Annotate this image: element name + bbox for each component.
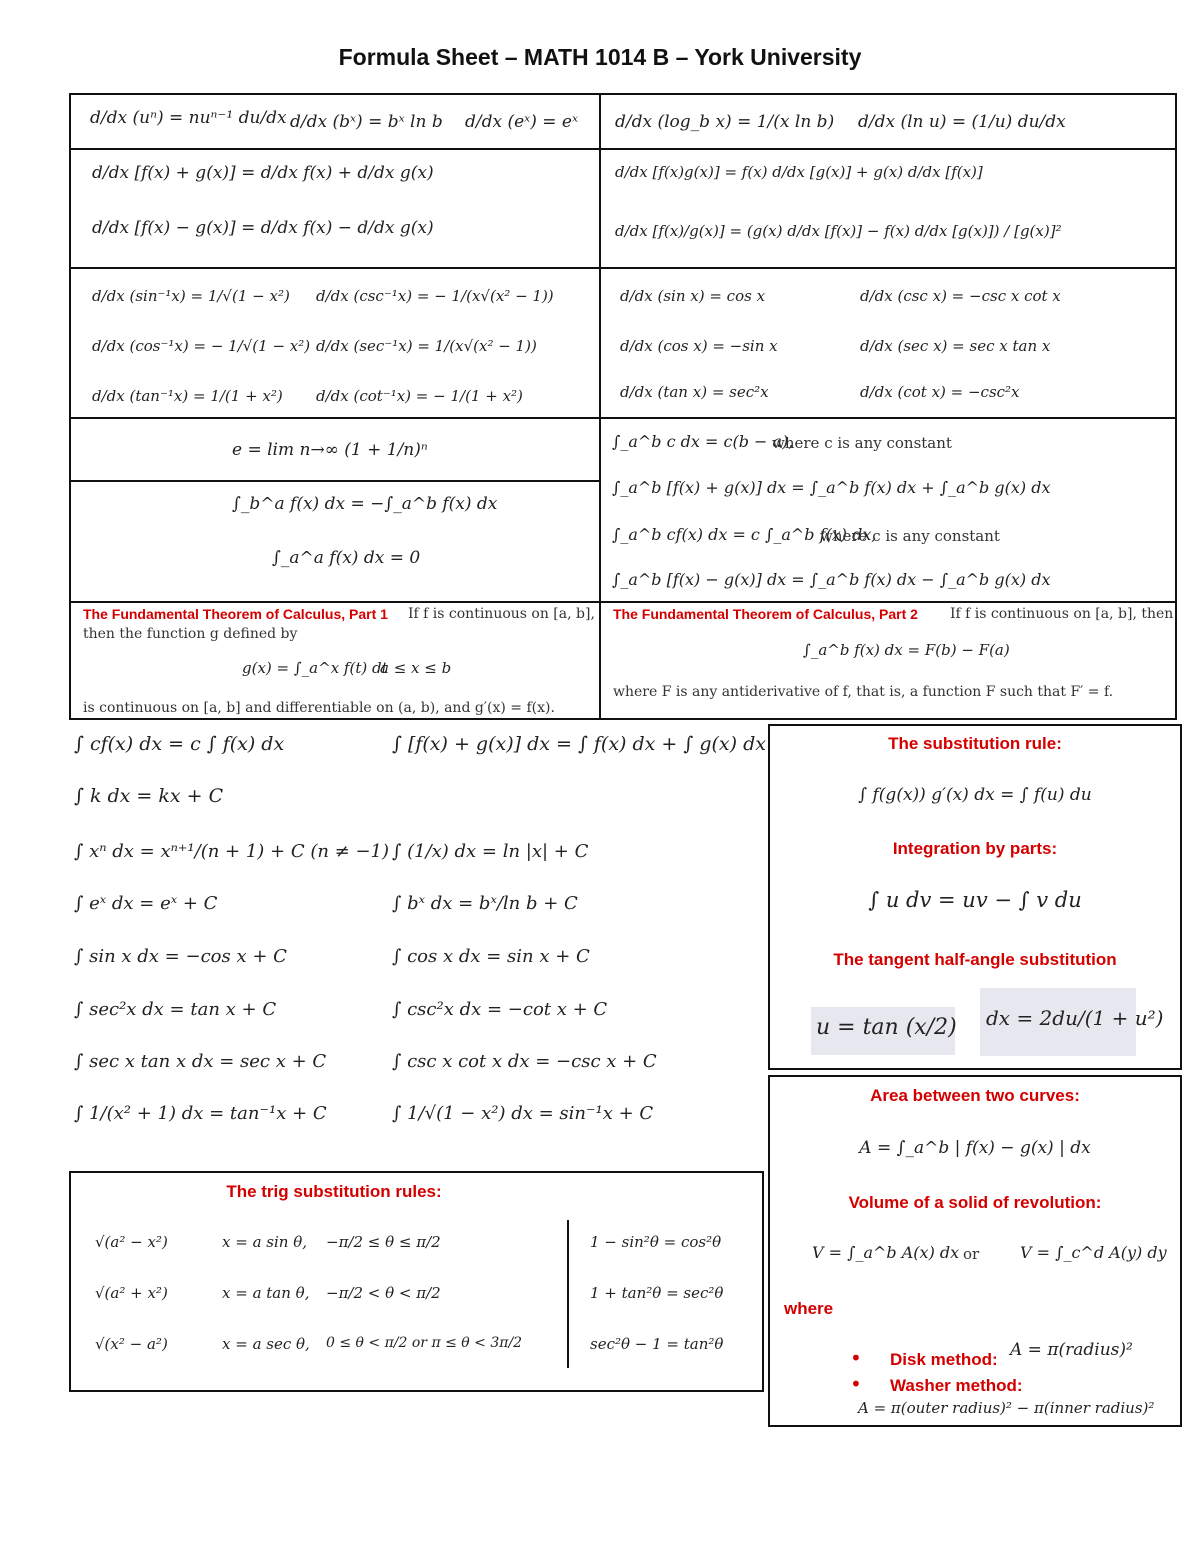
sin-derivative: d/dx (sin x) = cos x <box>620 287 766 305</box>
area-formula: A = ∫_a^b | f(x) − g(x) | dx <box>859 1138 1091 1158</box>
quotient-rule-derivative: d/dx [f(x)/g(x)] = (g(x) d/dx [f(x)] − f(x) d/dx [g(x)]) / [g(x)]² <box>615 222 1062 240</box>
page-title: Formula Sheet – MATH 1014 B – York University <box>338 44 862 70</box>
sec-derivative: d/dx (sec x) = sec x tan x <box>860 337 1051 355</box>
volume-heading: Volume of a solid of revolution: <box>848 1193 1102 1212</box>
trig-row-1-expression: √(a² − x²) <box>95 1233 168 1251</box>
trig-row-2-range: −π/2 < θ < π/2 <box>326 1284 441 1302</box>
arccot-derivative: d/dx (cot⁻¹x) = − 1/(1 + x²) <box>316 387 523 405</box>
trig-identity-divider <box>567 1220 569 1368</box>
half-angle-dx-formula: dx = 2du/(1 + u²) <box>986 1006 1164 1030</box>
constant-definite-integral: ∫_a^b c dx = c(b − a), <box>612 432 794 451</box>
half-angle-u-formula: u = tan (x/2) <box>816 1015 957 1040</box>
grid-divider-row3 <box>69 417 1177 419</box>
bullet-washer: • <box>850 1372 862 1396</box>
sum-integral: ∫ [f(x) + g(x)] dx = ∫ f(x) dx + ∫ g(x) dx <box>392 733 766 755</box>
substitution-formula: ∫ f(g(x)) g′(x) dx = ∫ f(u) du <box>858 785 1092 805</box>
trig-row-3-substitution: x = a sec θ, <box>222 1335 310 1353</box>
trig-substitution-box <box>69 1171 764 1392</box>
csc-derivative: d/dx (csc x) = −csc x cot x <box>860 287 1061 305</box>
cot-derivative: d/dx (cot x) = −csc²x <box>860 383 1020 401</box>
ftc2-formula: ∫_a^b f(x) dx = F(b) − F(a) <box>803 641 1010 659</box>
power-integral: ∫ xⁿ dx = xⁿ⁺¹/(n + 1) + C (n ≠ −1) <box>74 841 390 862</box>
trig-substitution-heading: The trig substitution rules: <box>226 1182 442 1201</box>
reciprocal-integral: ∫ (1/x) dx = ln |x| + C <box>392 841 589 862</box>
sin-integral: ∫ sin x dx = −cos x + C <box>74 946 287 967</box>
log-b-derivative: d/dx (log_b x) = 1/(x ln b) <box>615 112 835 132</box>
volume-x-formula: V = ∫_a^b A(x) dx <box>812 1243 960 1262</box>
half-angle-heading: The tangent half-angle substitution <box>833 950 1117 969</box>
reverse-limits-integral: ∫_b^a f(x) dx = −∫_a^b f(x) dx <box>232 494 498 514</box>
washer-method-label: Washer method: <box>890 1376 1023 1395</box>
arccsc-derivative: d/dx (csc⁻¹x) = − 1/(x√(x² − 1)) <box>316 287 554 305</box>
ftc1-text2: then the function g defined by <box>83 626 298 642</box>
csc2-integral: ∫ csc²x dx = −cot x + C <box>392 999 608 1020</box>
sum-definite-integral: ∫_a^b [f(x) + g(x)] dx = ∫_a^b f(x) dx + ∫_a^b g(x) dx <box>612 478 1051 497</box>
exp-e-derivative: d/dx (eˣ) = eˣ <box>465 112 578 132</box>
trig-row-2-expression: √(a² + x²) <box>95 1284 168 1302</box>
ftc1-heading: The Fundamental Theorem of Calculus, Part 1 <box>83 606 388 622</box>
arcsin-derivative: d/dx (sin⁻¹x) = 1/√(1 − x²) <box>92 287 290 305</box>
multiple-definite-integral: ∫_a^b cf(x) dx = c ∫_a^b f(x) dx, <box>612 525 877 544</box>
ftc1-formula: g(x) = ∫_a^x f(t) dt <box>242 659 388 677</box>
grid-divider-vertical <box>599 93 601 720</box>
integration-by-parts-formula: ∫ u dv = uv − ∫ v du <box>868 888 1082 912</box>
arctan-derivative: d/dx (tan⁻¹x) = 1/(1 + x²) <box>92 387 283 405</box>
exp-e-integral: ∫ eˣ dx = eˣ + C <box>74 893 218 914</box>
trig-row-1-substitution: x = a sin θ, <box>222 1233 307 1251</box>
cos-integral: ∫ cos x dx = sin x + C <box>392 946 590 967</box>
power-rule-derivative: d/dx (uⁿ) = nuⁿ⁻¹ du/dx <box>90 108 287 128</box>
exp-b-derivative: d/dx (bˣ) = bˣ ln b <box>290 112 443 132</box>
ftc2-text1: If f is continuous on [a, b], then <box>950 606 1174 622</box>
grid-divider-row2 <box>69 267 1177 269</box>
ln-derivative: d/dx (ln u) = (1/u) du/dx <box>858 112 1066 132</box>
trig-row-1-range: −π/2 ≤ θ ≤ π/2 <box>326 1233 441 1251</box>
disk-method-formula: A = π(radius)² <box>1010 1340 1133 1360</box>
volume-or: or <box>963 1245 980 1263</box>
limit-definition-e: e = lim n→∞ (1 + 1/n)ⁿ <box>232 440 428 460</box>
tan-derivative: d/dx (tan x) = sec²x <box>620 383 769 401</box>
grid-divider-ftc <box>69 601 1177 603</box>
ftc1-text1: If f is continuous on [a, b], <box>408 606 595 622</box>
exp-b-integral: ∫ bˣ dx = bˣ/ln b + C <box>392 893 578 914</box>
sec2-integral: ∫ sec²x dx = tan x + C <box>74 999 277 1020</box>
integration-by-parts-heading: Integration by parts: <box>892 839 1058 858</box>
arccos-derivative: d/dx (cos⁻¹x) = − 1/√(1 − x²) <box>92 337 311 355</box>
trig-row-2-substitution: x = a tan θ, <box>222 1284 310 1302</box>
ftc2-text2: where F is any antiderivative of f, that is, a function F such that F′ = f. <box>613 684 1114 700</box>
arcsec-derivative: d/dx (sec⁻¹x) = 1/(x√(x² − 1)) <box>316 337 537 355</box>
difference-rule-derivative: d/dx [f(x) − g(x)] = d/dx f(x) − d/dx g(x) <box>92 218 434 238</box>
trig-row-3-identity: sec²θ − 1 = tan²θ <box>590 1335 724 1353</box>
csccot-integral: ∫ csc x cot x dx = −csc x + C <box>392 1051 657 1072</box>
cos-derivative: d/dx (cos x) = −sin x <box>620 337 778 355</box>
arcsin-integral: ∫ 1/√(1 − x²) dx = sin⁻¹x + C <box>392 1103 654 1124</box>
washer-method-formula: A = π(outer radius)² − π(inner radius)² <box>858 1399 1155 1417</box>
multiple-note: where c is any constant <box>820 527 1000 545</box>
trig-row-2-identity: 1 + tan²θ = sec²θ <box>590 1284 724 1302</box>
ftc2-heading: The Fundamental Theorem of Calculus, Part 2 <box>613 606 918 622</box>
grid-divider-limit <box>69 480 599 482</box>
const-multiple-integral: ∫ cf(x) dx = c ∫ f(x) dx <box>74 733 285 755</box>
difference-definite-integral: ∫_a^b [f(x) − g(x)] dx = ∫_a^b f(x) dx − ∫_a^b g(x) dx <box>612 570 1051 589</box>
sectan-integral: ∫ sec x tan x dx = sec x + C <box>74 1051 327 1072</box>
trig-row-1-identity: 1 − sin²θ = cos²θ <box>590 1233 722 1251</box>
where-label: where <box>784 1299 834 1318</box>
ftc1-text3: is continuous on [a, b] and differentiable on (a, b), and g′(x) = f(x). <box>83 700 555 716</box>
constant-note: where c is any constant <box>772 434 952 452</box>
constant-integral: ∫ k dx = kx + C <box>74 785 224 807</box>
zero-width-integral: ∫_a^a f(x) dx = 0 <box>272 548 421 568</box>
sum-rule-derivative: d/dx [f(x) + g(x)] = d/dx f(x) + d/dx g(x) <box>92 163 434 183</box>
arctan-integral: ∫ 1/(x² + 1) dx = tan⁻¹x + C <box>74 1103 327 1124</box>
grid-divider-row1 <box>69 148 1177 150</box>
volume-y-formula: V = ∫_c^d A(y) dy <box>1020 1243 1167 1262</box>
bullet-disk: • <box>850 1346 862 1370</box>
trig-row-3-range: 0 ≤ θ < π/2 or π ≤ θ < 3π/2 <box>326 1335 523 1351</box>
substitution-heading: The substitution rule: <box>888 734 1062 753</box>
disk-method-label: Disk method: <box>890 1350 998 1369</box>
ftc1-range: a ≤ x ≤ b <box>380 659 452 677</box>
trig-row-3-expression: √(x² − a²) <box>95 1335 168 1353</box>
area-heading: Area between two curves: <box>870 1086 1080 1105</box>
product-rule-derivative: d/dx [f(x)g(x)] = f(x) d/dx [g(x)] + g(x) d/dx [f(x)] <box>615 163 983 181</box>
